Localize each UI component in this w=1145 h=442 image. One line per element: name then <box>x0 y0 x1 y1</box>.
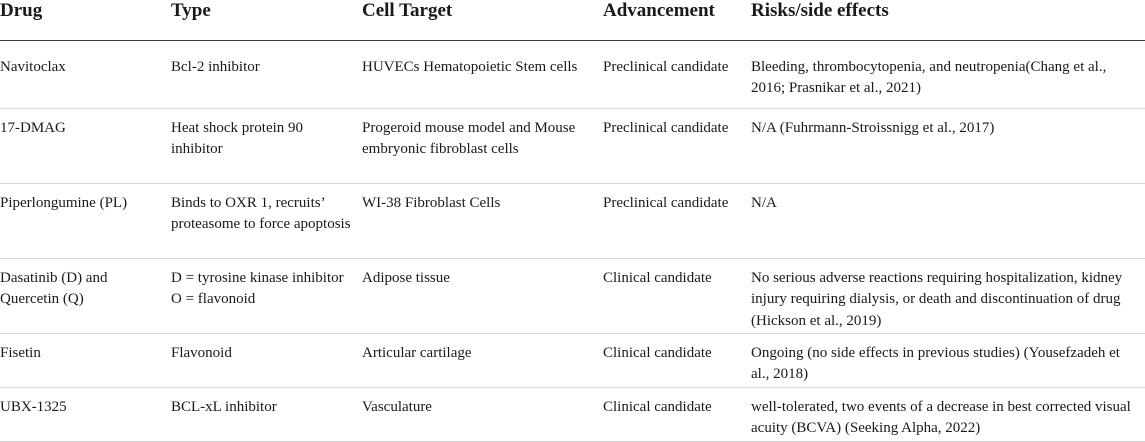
cell-drug: Fisetin <box>0 333 171 387</box>
cell-target: Articular cartilage <box>362 333 603 387</box>
header-drug: Drug <box>0 0 171 40</box>
table-row <box>0 333 1145 387</box>
header-cell-target: Cell Target <box>362 0 603 40</box>
cell-drug: UBX-1325 <box>0 387 171 441</box>
cell-advancement: Preclinical candidate <box>603 108 751 183</box>
cell-risks: Ongoing (no side effects in previous studies) (Yousefzadeh et al., 2018) <box>751 333 1145 387</box>
table-row <box>0 258 1145 333</box>
table-row <box>0 40 1145 108</box>
cell-drug: 17-DMAG <box>0 108 171 183</box>
cell-risks: N/A <box>751 183 1145 258</box>
header-row <box>0 0 1145 40</box>
cell-type: BCL-xL inhibitor <box>171 387 362 441</box>
cell-advancement: Clinical candidate <box>603 333 751 387</box>
table-row <box>0 387 1145 441</box>
cell-advancement: Preclinical candidate <box>603 40 751 108</box>
cell-risks: No serious adverse reactions requiring hospitalization, kidney injury requiring dialysis, or death and discontinuation of drug (Hickson et al., 2019) <box>751 258 1145 333</box>
header-type: Type <box>171 0 362 40</box>
cell-advancement: Clinical candidate <box>603 387 751 441</box>
cell-risks: Bleeding, thrombocytopenia, and neutropenia(Chang et al., 2016; Prasnikar et al., 2021) <box>751 40 1145 108</box>
cell-risks: well-tolerated, two events of a decrease in best corrected visual acuity (BCVA) (Seeking Alpha, 2022) <box>751 387 1145 441</box>
table-row <box>0 183 1145 258</box>
cell-target: HUVECs Hematopoietic Stem cells <box>362 40 603 108</box>
cell-type: Binds to OXR 1, recruits’ proteasome to force apoptosis <box>171 183 362 258</box>
cell-drug: Piperlongumine (PL) <box>0 183 171 258</box>
cell-advancement: Clinical candidate <box>603 258 751 333</box>
cell-drug: Dasatinib (D) and Quercetin (Q) <box>0 258 171 333</box>
cell-type: Bcl-2 inhibitor <box>171 40 362 108</box>
cell-drug: Navitoclax <box>0 40 171 108</box>
cell-target: Vasculature <box>362 387 603 441</box>
cell-type: Heat shock protein 90 inhibitor <box>171 108 362 183</box>
cell-advancement: Preclinical candidate <box>603 183 751 258</box>
cell-target: WI-38 Fibroblast Cells <box>362 183 603 258</box>
header-risks: Risks/side effects <box>751 0 1145 40</box>
header-advancement: Advancement <box>603 0 751 40</box>
cell-risks: N/A (Fuhrmann-Stroissnigg et al., 2017) <box>751 108 1145 183</box>
table-row <box>0 108 1145 183</box>
cell-type: Flavonoid <box>171 333 362 387</box>
cell-type: D = tyrosine kinase inhibitor O = flavonoid <box>171 258 362 333</box>
cell-target: Adipose tissue <box>362 258 603 333</box>
cell-target: Progeroid mouse model and Mouse embryonic fibroblast cells <box>362 108 603 183</box>
